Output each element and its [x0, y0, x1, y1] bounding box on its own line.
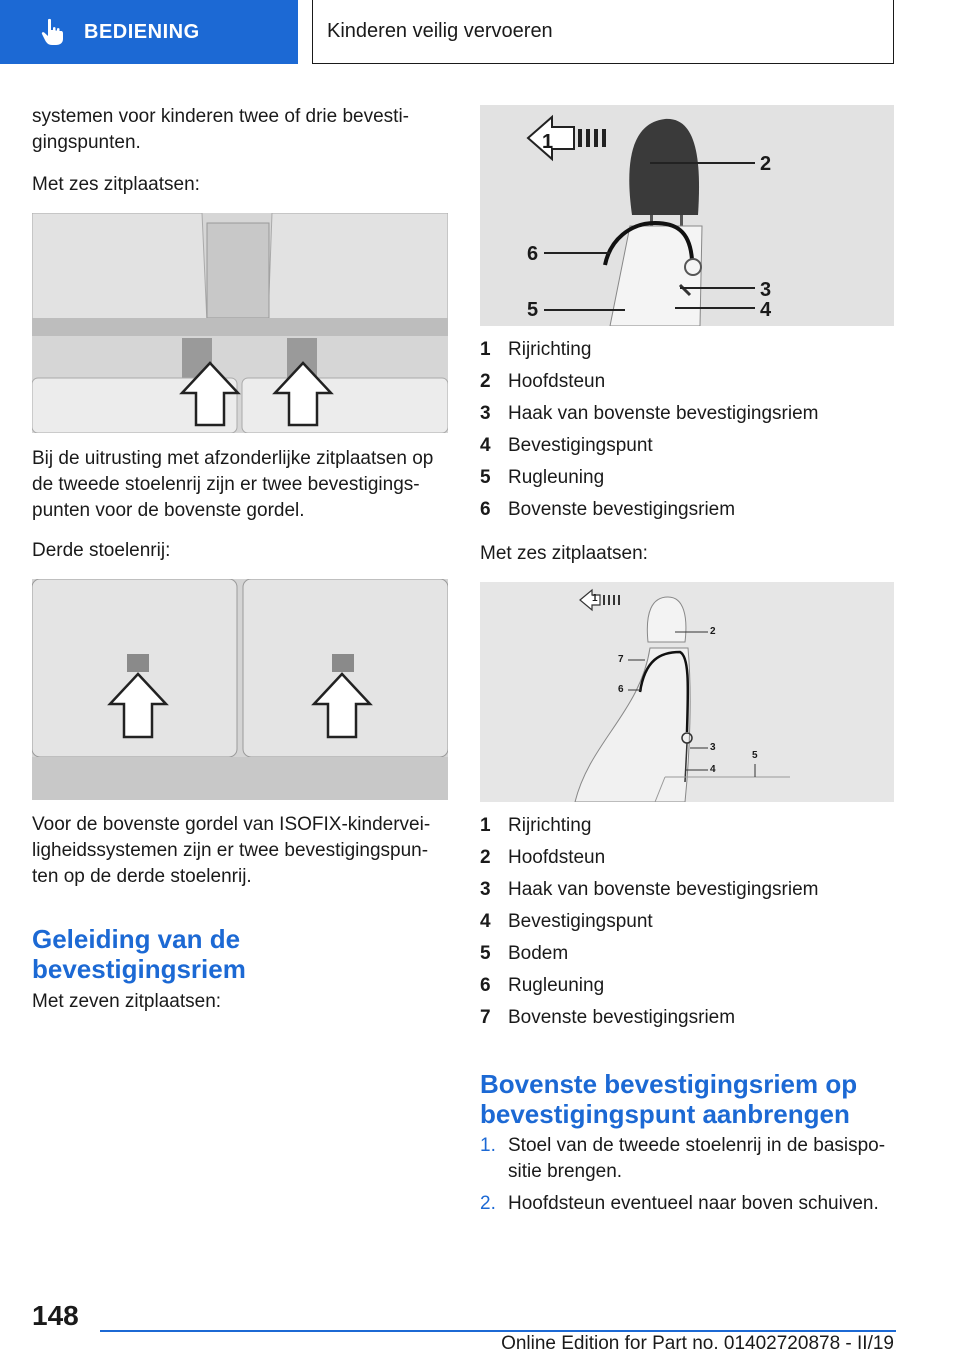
step-text	[508, 1191, 879, 1217]
right-section-heading	[480, 1069, 900, 1129]
second-row-seats-figure	[32, 213, 448, 433]
left-para-2	[32, 812, 452, 890]
seven-seats-caption	[32, 989, 221, 1015]
fig2-label-1: 1	[592, 593, 598, 604]
legend-num: 2	[480, 847, 491, 868]
fig1-label-2: 2	[760, 153, 772, 175]
left-section-heading	[32, 924, 452, 984]
steps-list	[480, 1133, 894, 1217]
fig1-label-6: 6	[527, 243, 539, 265]
legend-text: Haak van bovenste bevestigingsriem	[508, 879, 819, 900]
legend-item	[480, 334, 894, 366]
legend-text: Hoofdsteun	[508, 371, 606, 392]
headrest-belt-figure-2	[480, 582, 894, 802]
fig2-label-3: 3	[710, 742, 716, 753]
step-text	[508, 1133, 885, 1185]
legend-text: Bodem	[508, 943, 569, 964]
footer-edition: Online Edition for Part no. 01402720878 - II/19	[501, 1333, 894, 1354]
legend-item	[480, 462, 894, 494]
step-line: Stoel van de tweede stoelenrij in de basispo-	[508, 1135, 886, 1156]
legend-item	[480, 938, 894, 970]
legend-text: Rijrichting	[508, 815, 592, 836]
para2-line-1: Voor de bovenste gordel van ISOFIX-kindervei-	[32, 814, 431, 835]
left-intro	[32, 104, 452, 156]
intro-line-1: systemen voor kinderen twee of drie bevesti-	[32, 106, 410, 127]
legend-item	[480, 430, 894, 462]
step-line: Hoofdsteun eventueel naar boven schuiven.	[508, 1193, 879, 1214]
fig2-label-4: 4	[710, 764, 716, 775]
legend-item	[480, 810, 894, 842]
legend-1	[480, 334, 894, 526]
legend-text: Bevestigingspunt	[508, 911, 653, 932]
legend-item	[480, 842, 894, 874]
third-row-seats-figure	[32, 579, 448, 800]
fig2-label-6: 6	[618, 684, 624, 695]
step-item	[480, 1191, 894, 1217]
legend-num: 2	[480, 371, 491, 392]
intro-line-2: gingspunten.	[32, 132, 141, 153]
heading-line-2: bevestigingsriem	[32, 954, 246, 984]
legend-item	[480, 874, 894, 906]
chapter-header	[312, 0, 894, 64]
legend-text: Bovenste bevestigingsriem	[508, 1007, 736, 1028]
heading-line-2: bevestigingspunt aanbrengen	[480, 1099, 850, 1129]
left-para-1	[32, 446, 452, 524]
para1-line-2: de tweede stoelenrij zijn er twee bevestigings-	[32, 474, 420, 495]
fig1-label-4: 4	[760, 299, 772, 321]
legend-item	[480, 1002, 894, 1034]
third-row-text: Derde stoelenrij:	[32, 540, 171, 561]
section-tab[interactable]	[0, 0, 298, 64]
fig1-label-5: 5	[527, 299, 539, 321]
legend-text: Haak van bovenste bevestigingsriem	[508, 403, 819, 424]
legend-num: 3	[480, 879, 491, 900]
section-label: BEDIENING	[84, 20, 200, 43]
legend-num: 6	[480, 975, 491, 996]
legend-text: Hoofdsteun	[508, 847, 606, 868]
para2-line-2: ligheidssystemen zijn er twee bevestigingspun-	[32, 840, 429, 861]
legend-num: 5	[480, 943, 491, 964]
legend-num: 3	[480, 403, 491, 424]
right-six-seats-text: Met zes zitplaatsen:	[480, 543, 648, 564]
step-line: sitie brengen.	[508, 1161, 623, 1182]
legend-num: 7	[480, 1007, 491, 1028]
heading-line-1: Bovenste bevestigingsriem op	[480, 1069, 858, 1099]
legend-item	[480, 494, 894, 526]
legend-item	[480, 970, 894, 1002]
legend-item	[480, 398, 894, 430]
legend-text: Rugleuning	[508, 975, 605, 996]
legend-num: 4	[480, 435, 491, 456]
step-number: 1.	[480, 1135, 496, 1156]
right-six-seats-caption	[480, 541, 648, 567]
step-item	[480, 1133, 894, 1185]
legend-text: Bevestigingspunt	[508, 435, 653, 456]
legend-text: Rijrichting	[508, 339, 592, 360]
legend-num: 6	[480, 499, 491, 520]
six-seats-text: Met zes zitplaatsen:	[32, 174, 200, 195]
legend-2	[480, 810, 894, 1034]
headrest-belt-figure-1	[480, 105, 894, 326]
fig1-label-3: 3	[760, 279, 772, 301]
fig2-label-2: 2	[710, 626, 716, 637]
six-seats-caption	[32, 172, 200, 198]
fig2-label-5: 5	[752, 750, 758, 761]
third-row-caption	[32, 538, 170, 564]
seven-seats-text: Met zeven zitplaatsen:	[32, 991, 222, 1012]
fig1-label-1: 1	[542, 131, 554, 153]
chapter-title: Kinderen veilig vervoeren	[327, 20, 553, 42]
legend-num: 5	[480, 467, 491, 488]
legend-item	[480, 906, 894, 938]
hand-pointer-icon	[40, 18, 66, 46]
legend-num: 1	[480, 815, 491, 836]
legend-text: Bovenste bevestigingsriem	[508, 499, 736, 520]
step-number: 2.	[480, 1193, 496, 1214]
legend-item	[480, 366, 894, 398]
heading-line-1: Geleiding van de	[32, 924, 241, 954]
legend-num: 1	[480, 339, 491, 360]
para1-line-3: punten voor de bovenste gordel.	[32, 500, 305, 521]
para1-line-1: Bij de uitrusting met afzonderlijke zitplaatsen op	[32, 448, 434, 469]
para2-line-3: ten op de derde stoelenrij.	[32, 866, 252, 887]
legend-text: Rugleuning	[508, 467, 605, 488]
page-number: 148	[32, 1300, 79, 1331]
legend-num: 4	[480, 911, 491, 932]
footer-divider	[100, 1330, 896, 1332]
fig2-label-7: 7	[618, 654, 624, 665]
